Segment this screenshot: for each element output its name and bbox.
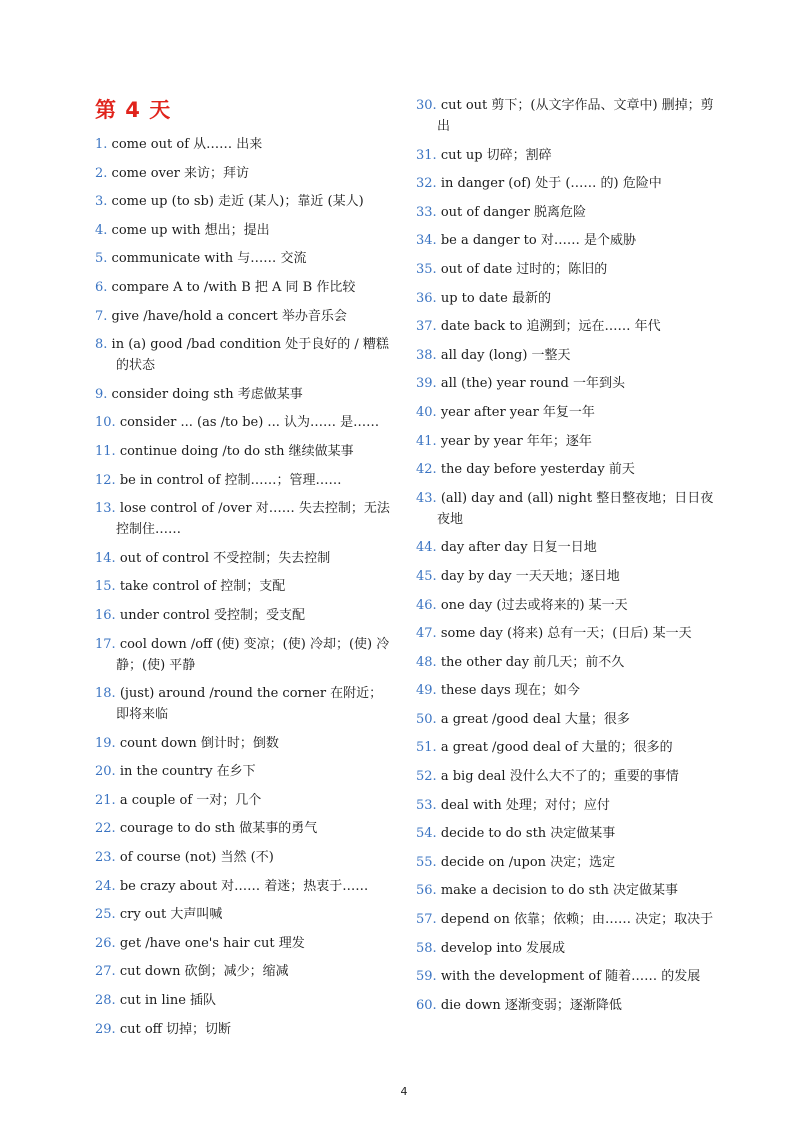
item-text: be crazy about 对…… 着迷；热衷于…… bbox=[119, 878, 369, 894]
item-number: 59. bbox=[416, 969, 437, 985]
list-item bbox=[95, 761, 395, 782]
list-item bbox=[416, 230, 716, 251]
item-number: 53. bbox=[416, 797, 437, 813]
item-number: 57. bbox=[416, 912, 437, 928]
list-item bbox=[416, 95, 716, 137]
item-number: 8. bbox=[95, 337, 108, 353]
list-item bbox=[416, 709, 716, 730]
item-text: develop into 发展成 bbox=[440, 940, 566, 956]
item-number: 19. bbox=[95, 735, 116, 751]
page-number: 4 bbox=[400, 1085, 408, 1098]
item-number: 28. bbox=[95, 993, 116, 1009]
item-text: a great /good deal 大量；很多 bbox=[440, 711, 630, 727]
item-text: some day (将来) 总有一天；(日后) 某一天 bbox=[440, 626, 692, 642]
item-text: come up (to sb) 走近 (某人)；靠近 (某人) bbox=[111, 194, 364, 210]
item-text: day after day 日复一日地 bbox=[440, 540, 597, 556]
item-number: 7. bbox=[95, 308, 108, 324]
item-number: 50. bbox=[416, 711, 437, 727]
item-text: die down 逐渐变弱；逐渐降低 bbox=[440, 997, 622, 1013]
list-item bbox=[95, 134, 395, 155]
list-item bbox=[416, 459, 716, 480]
item-number: 26. bbox=[95, 935, 116, 951]
item-number: 2. bbox=[95, 165, 108, 181]
item-number: 3. bbox=[95, 194, 108, 210]
item-number: 38. bbox=[416, 347, 437, 363]
list-item bbox=[95, 818, 395, 839]
list-item bbox=[416, 823, 716, 844]
item-text: out of date 过时的；陈旧的 bbox=[440, 261, 608, 277]
list-item bbox=[95, 933, 395, 954]
list-item bbox=[95, 277, 395, 298]
list-item bbox=[416, 402, 716, 423]
item-number: 1. bbox=[95, 137, 108, 152]
item-number: 25. bbox=[95, 907, 116, 923]
item-number: 58. bbox=[416, 940, 437, 956]
item-number: 33. bbox=[416, 204, 437, 220]
list-item bbox=[416, 259, 716, 280]
item-number: 42. bbox=[416, 462, 437, 478]
list-item bbox=[416, 737, 716, 758]
list-item bbox=[95, 220, 395, 241]
item-text: one day (过去或将来的) 某一天 bbox=[440, 597, 628, 613]
list-item bbox=[95, 248, 395, 269]
item-text: come out of 从…… 出来 bbox=[111, 137, 263, 152]
list-item bbox=[95, 191, 395, 212]
item-number: 22. bbox=[95, 821, 116, 837]
item-text: the other day 前几天；前不久 bbox=[440, 654, 625, 670]
list-item bbox=[416, 373, 716, 394]
item-text: cool down /off (使) 变凉；(使) 冷却；(使) 冷静；(使) 平静 bbox=[116, 636, 390, 673]
item-text: decide to do sth 决定做某事 bbox=[440, 826, 616, 842]
item-text: year by year 年年；逐年 bbox=[440, 433, 592, 449]
item-text: lose control of /over 对…… 失去控制；无法控制住…… bbox=[116, 501, 390, 538]
item-text: deal with 处理；对付；应付 bbox=[440, 797, 610, 813]
item-text: all (the) year round 一年到头 bbox=[440, 376, 625, 392]
item-text: the day before yesterday 前天 bbox=[440, 462, 635, 478]
item-number: 48. bbox=[416, 654, 437, 670]
item-text: a big deal 没什么大不了的；重要的事情 bbox=[440, 769, 679, 785]
item-number: 23. bbox=[95, 850, 116, 866]
item-text: these days 现在；如今 bbox=[440, 683, 580, 699]
item-text: of course (not) 当然 (不) bbox=[119, 850, 274, 866]
item-number: 36. bbox=[416, 290, 437, 306]
item-text: count down 倒计时；倒数 bbox=[119, 735, 279, 751]
list-item bbox=[95, 790, 395, 811]
list-item bbox=[416, 766, 716, 787]
item-number: 60. bbox=[416, 997, 437, 1013]
list-item bbox=[416, 202, 716, 223]
item-text: give /have/hold a concert 举办音乐会 bbox=[111, 308, 347, 324]
list-item bbox=[416, 316, 716, 337]
list-item bbox=[95, 548, 395, 569]
item-number: 40. bbox=[416, 404, 437, 420]
item-text: be in control of 控制……；管理…… bbox=[119, 472, 342, 488]
item-text: consider ... (as /to be) ... 认为…… 是…… bbox=[119, 415, 380, 431]
item-text: all day (long) 一整天 bbox=[440, 347, 571, 363]
item-text: get /have one's hair cut 理发 bbox=[119, 935, 305, 951]
item-text: (all) day and (all) night 整日整夜地；日日夜夜地 bbox=[437, 490, 714, 527]
item-number: 43. bbox=[416, 490, 437, 506]
item-number: 41. bbox=[416, 433, 437, 449]
list-item bbox=[95, 876, 395, 897]
item-number: 21. bbox=[95, 792, 116, 808]
item-text: cry out 大声叫喊 bbox=[119, 907, 223, 923]
item-text: cut in line 插队 bbox=[119, 993, 217, 1009]
item-text: consider doing sth 考虑做某事 bbox=[111, 386, 303, 402]
item-text: cut off 切掉；切断 bbox=[119, 1021, 232, 1037]
item-number: 4. bbox=[95, 222, 108, 238]
item-text: cut down 砍倒；减少；缩减 bbox=[119, 964, 289, 980]
item-text: under control 受控制；受支配 bbox=[119, 607, 305, 623]
item-text: out of danger 脱离危险 bbox=[440, 204, 586, 220]
list-item bbox=[416, 909, 716, 930]
item-text: depend on 依靠；依赖；由…… 决定；取决于 bbox=[440, 912, 714, 928]
item-number: 30. bbox=[416, 98, 437, 113]
right-column bbox=[416, 95, 716, 1023]
list-item bbox=[95, 441, 395, 462]
item-text: up to date 最新的 bbox=[440, 290, 551, 306]
list-item bbox=[95, 470, 395, 491]
list-item bbox=[95, 634, 395, 676]
list-item bbox=[416, 488, 716, 530]
item-text: continue doing /to do sth 继续做某事 bbox=[119, 443, 354, 459]
list-item bbox=[416, 345, 716, 366]
page-title: 第 4 天 bbox=[95, 98, 172, 122]
item-number: 51. bbox=[416, 740, 437, 756]
list-item bbox=[95, 605, 395, 626]
item-number: 16. bbox=[95, 607, 116, 623]
item-number: 13. bbox=[95, 501, 116, 517]
list-item bbox=[416, 966, 716, 987]
item-number: 35. bbox=[416, 261, 437, 277]
item-text: take control of 控制；支配 bbox=[119, 579, 286, 595]
item-number: 6. bbox=[95, 279, 108, 295]
list-item bbox=[95, 847, 395, 868]
item-number: 5. bbox=[95, 251, 108, 267]
list-item bbox=[95, 334, 395, 376]
list-item bbox=[416, 145, 716, 166]
item-text: out of control 不受控制；失去控制 bbox=[119, 550, 331, 566]
item-text: day by day 一天天地；逐日地 bbox=[440, 568, 620, 584]
left-column bbox=[95, 134, 395, 1047]
item-number: 52. bbox=[416, 769, 437, 785]
item-text: in the country 在乡下 bbox=[119, 764, 256, 780]
list-item bbox=[416, 938, 716, 959]
item-number: 24. bbox=[95, 878, 116, 894]
list-item bbox=[95, 384, 395, 405]
item-number: 10. bbox=[95, 415, 116, 431]
item-text: communicate with 与…… 交流 bbox=[111, 251, 307, 267]
item-number: 49. bbox=[416, 683, 437, 699]
list-item bbox=[416, 173, 716, 194]
list-item bbox=[416, 880, 716, 901]
item-text: cut up 切碎；割碎 bbox=[440, 147, 552, 163]
item-number: 55. bbox=[416, 854, 437, 870]
list-item bbox=[416, 595, 716, 616]
item-number: 39. bbox=[416, 376, 437, 392]
item-text: decide on /upon 决定；选定 bbox=[440, 854, 616, 870]
item-text: in (a) good /bad condition 处于良好的 / 糟糕的状态 bbox=[111, 337, 389, 374]
item-number: 29. bbox=[95, 1021, 116, 1037]
item-number: 20. bbox=[95, 764, 116, 780]
item-text: cut out 剪下；(从文字作品、文章中) 删掉；剪出 bbox=[437, 98, 714, 134]
item-number: 9. bbox=[95, 386, 108, 402]
list-item bbox=[416, 288, 716, 309]
item-text: in danger (of) 处于 (…… 的) 危险中 bbox=[440, 176, 662, 192]
item-number: 17. bbox=[95, 636, 116, 652]
item-number: 47. bbox=[416, 626, 437, 642]
item-text: (just) around /round the corner 在附近；即将来临 bbox=[116, 686, 383, 723]
item-number: 45. bbox=[416, 568, 437, 584]
item-text: come up with 想出；提出 bbox=[111, 222, 270, 238]
list-item bbox=[416, 652, 716, 673]
item-number: 14. bbox=[95, 550, 116, 566]
item-number: 32. bbox=[416, 176, 437, 192]
item-number: 56. bbox=[416, 883, 437, 899]
item-number: 15. bbox=[95, 579, 116, 595]
list-item bbox=[416, 431, 716, 452]
item-number: 46. bbox=[416, 597, 437, 613]
item-number: 54. bbox=[416, 826, 437, 842]
list-item bbox=[95, 961, 395, 982]
item-text: date back to 追溯到；远在…… 年代 bbox=[440, 319, 661, 335]
item-text: a couple of 一对；几个 bbox=[119, 792, 262, 808]
list-item bbox=[95, 990, 395, 1011]
list-item bbox=[95, 576, 395, 597]
list-item bbox=[416, 852, 716, 873]
item-number: 31. bbox=[416, 147, 437, 163]
list-item bbox=[416, 537, 716, 558]
list-item bbox=[416, 623, 716, 644]
list-item bbox=[95, 683, 395, 725]
list-item bbox=[95, 163, 395, 184]
item-number: 44. bbox=[416, 540, 437, 556]
list-item bbox=[416, 680, 716, 701]
item-text: year after year 年复一年 bbox=[440, 404, 595, 420]
item-text: a great /good deal of 大量的；很多的 bbox=[440, 740, 673, 756]
list-item bbox=[95, 412, 395, 433]
list-item bbox=[95, 733, 395, 754]
item-text: courage to do sth 做某事的勇气 bbox=[119, 821, 318, 837]
list-item bbox=[95, 904, 395, 925]
item-number: 12. bbox=[95, 472, 116, 488]
list-item bbox=[95, 498, 395, 540]
item-number: 34. bbox=[416, 233, 437, 249]
item-text: compare A to /with B 把 A 同 B 作比较 bbox=[111, 279, 356, 295]
item-number: 27. bbox=[95, 964, 116, 980]
list-item bbox=[416, 995, 716, 1016]
item-number: 11. bbox=[95, 443, 116, 459]
item-text: be a danger to 对…… 是个威胁 bbox=[440, 233, 636, 249]
item-number: 18. bbox=[95, 686, 116, 702]
list-item bbox=[95, 306, 395, 327]
item-number: 37. bbox=[416, 319, 437, 335]
list-item bbox=[416, 795, 716, 816]
list-item bbox=[95, 1019, 395, 1040]
item-text: with the development of 随着…… 的发展 bbox=[440, 969, 701, 985]
item-text: make a decision to do sth 决定做某事 bbox=[440, 883, 678, 899]
item-text: come over 来访；拜访 bbox=[111, 165, 250, 181]
list-item bbox=[416, 566, 716, 587]
